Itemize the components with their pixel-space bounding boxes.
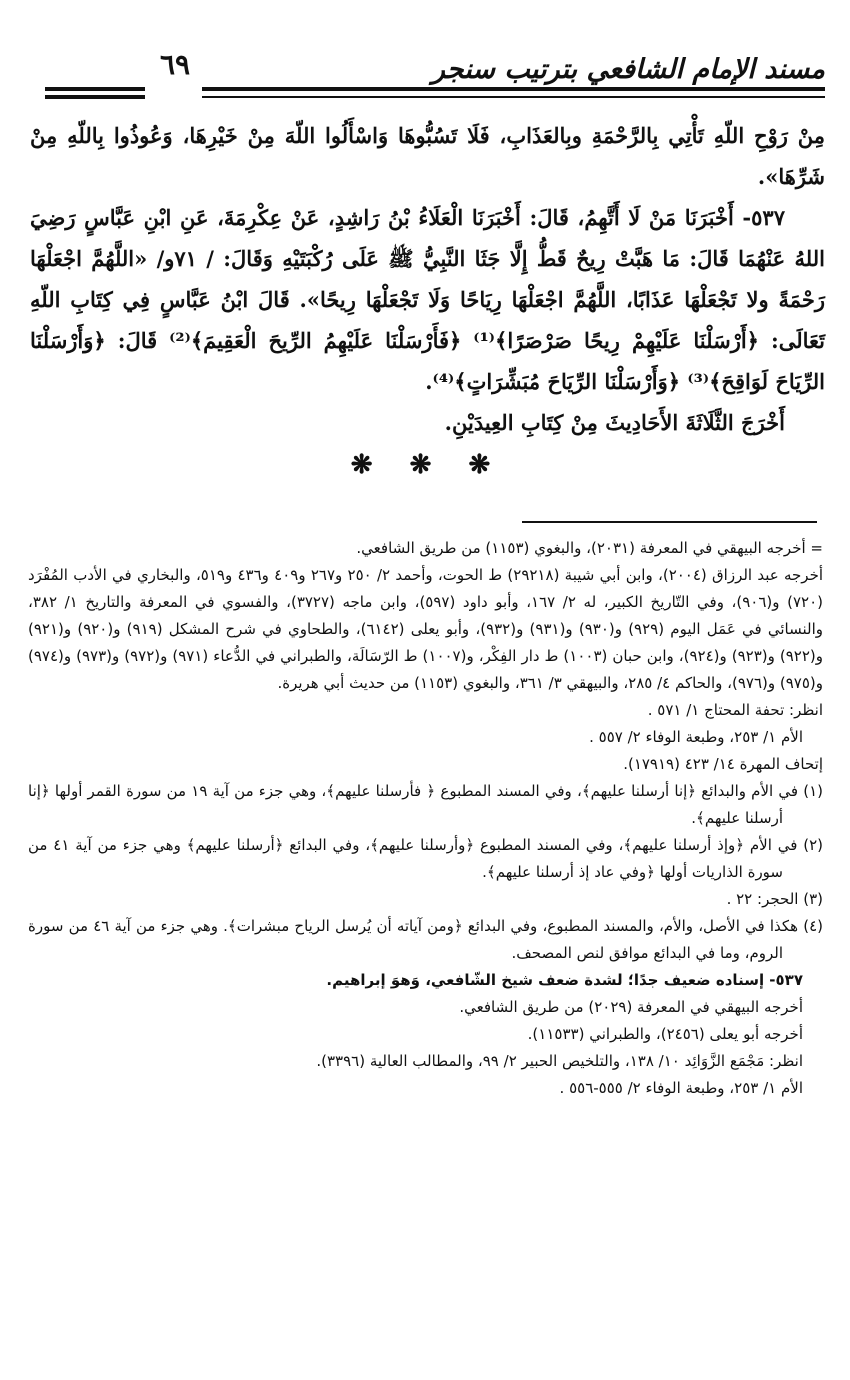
page-number: ٦٩ — [160, 48, 191, 81]
note-537-abu-yala: أخرجه أبو يعلى (٢٤٥٦)، والطبراني (١١٥٣٣). — [527, 1025, 803, 1043]
section-divider-stars: ❋ ❋ ❋ — [350, 450, 505, 480]
note-continuation: = أخرجه البيهقي في المعرفة (٢٠٣١)، والبغوي (١١٥٣) من طريق الشافعي. — [356, 539, 823, 557]
note-537-bayhaqi: أخرجه البيهقي في المعرفة (٢٠٢٩) من طريق الشافعي. — [459, 998, 803, 1016]
header-rule-left-bottom — [45, 95, 145, 99]
note-takhrij: أخرجه عبد الرزاق (٢٠٠٤)، وابن أبي شيبة (٢٩٢١٨) ط الحوت، وأحمد ٢/ ٢٥٠ و٢٦٧ و٤٠٩ و٤٣٦ و٥١٩، والبخاري في الأدب المُفْرَد (٧٢٠) و(٩٠٦)، وفي التّاريخ الكبير، له ٢/ ١٦٧، وأبو داود (٥٩٧)، وابن ماجه (٣٧٢٧)، والفسوي في المعرفة والتاريخ ١/ ٣٨٢، والنسائي في عَمَل اليوم (٩٢٩) و(٩٣٠) و(٩٣١) و(٩٣٢)، وأبو يعلى (٦١٤٢)، والطحاوي في شرح المشكل (٩١٩) و(٩٢٠) و(٩٢١) و(٩٢٢) و(٩٢٣) و(٩٢٤)، وابن حبان (١٠٠٣) ط دار الفِكْر، و(١٠٠٧) ط الرّسَالَة، والطبراني في الدُّعاء (٩٧١) و(٩٧٢) و(٩٧٣) و(٩٧٤) و(٩٧٥) و(٩٧٦)، والحاكم ٤/ ٢٨٥، والبيهقي ٣/ ٣٦١، والبغوي (١١٥٣) من حديث أبي هريرة. — [28, 566, 824, 692]
header-rule-right-bottom — [202, 96, 825, 98]
main-text — [30, 115, 825, 486]
footnote-2: (٢) في الأم ﴿وإذ أرسلنا عليهم﴾، وفي المسند المطبوع ﴿وأرسلنا عليهم﴾، وفي البدائع ﴿أرسلنا عليهم﴾ وهي جزء من آية ٤١ من سورة الذاريات أولها ﴿وفي عاد إذ أرسلنا عليهم﴾. — [28, 836, 823, 881]
note-537-refs: انظر: مَجْمَع الزَّوَائِد ١٠/ ١٣٨، والتلخيص الحبير ٢/ ٩٩، والمطالب العالية (٣٣٩٦). — [316, 1052, 803, 1070]
running-title: مسند الإمام الشافعي بترتيب سنجر — [431, 54, 825, 85]
chapter-closing-note: أَخْرَجَ الثَّلَاثَةَ الأَحَادِيثَ مِنْ كِتَابِ العِيدَيْنِ. — [444, 410, 785, 435]
hadith-537: ٥٣٧- أَخْبَرَنَا مَنْ لَا أَتَّهِمُ، قَالَ: أَخْبَرَنَا الْعَلَاءُ بْنُ رَاشِدٍ، عَنْ عِكْرِمَةَ، عَنِ ابْنِ عَبَّاسٍ رَضِيَ اللهُ عَنْهُمَا قَالَ: مَا هَبَّتْ رِيحٌ قَطُّ إِلَّا جَثَا النَّبِيُّ ﷺ عَلَى رُكْبَتَيْهِ وَقَالَ: / ٧١و/ «اللَّهُمَّ اجْعَلْهَا رَحْمَةً ولا تَجْعَلْهَا عَذَابًا، اللَّهُمَّ اجْعَلْهَا رِيَاحًا وَلَا تَجْعَلْهَا رِيحًا». قَالَ ابْنُ عَبَّاسٍ فِي كِتَابِ اللّهِ تَعَالَى: ﴿أَرْسَلْنَا عَلَيْهِمْ رِيحًا صَرْصَرًا﴾⁽¹⁾ ﴿فَأَرْسَلْنَا عَلَيْهِمُ الرِّيحَ الْعَقِيمَ﴾⁽²⁾ قَالَ: ﴿وَأَرْسَلْنَا الرِّيَاحَ لَوَاقِحَ﴾⁽³⁾ ﴿وَأَرْسَلْنَا الرِّيَاحَ مُبَشِّرَاتٍ﴾⁽⁴⁾. — [30, 205, 826, 394]
note-umm: الأم ١/ ٢٥٣، وطبعة الوفاء ٢/ ٥٥٧ . — [589, 728, 803, 746]
footnote-separator — [522, 521, 817, 523]
hadith-continuation: مِنْ رَوْحِ اللّهِ تَأْتِي بِالرَّحْمَةِ وبِالعَذَابِ، فَلَا تَسُبُّوهَا وَاسْأَلُوا اللّهَ مِنْ خَيْرِهَا، وَعُوذُوا بِاللّهِ مِنْ شَرِّهَا». — [30, 123, 825, 189]
footnote-3: (٣) الحجر: ٢٢ . — [726, 890, 823, 908]
footnote-4: (٤) هكذا في الأصل، والأم، والمسند المطبوع، وفي البدائع ﴿ومن آياته أن يُرسل الرياح مبشرات﴾. وهي جزء من آية ٤٦ من سورة الروم، وما في البدائع موافق لنص المصحف. — [28, 917, 823, 962]
note-ithaf: إتحاف المهرة ١٤/ ٤٢٣ (١٧٩١٩). — [623, 755, 823, 773]
footnote-1: (١) في الأم والبدائع ﴿إنا أرسلنا عليهم﴾، وفي المسند المطبوع ﴿ فأرسلنا عليهم﴾، وهي جزء من آية ١٩ من سورة القمر أولها ﴿إنا أرسلنا عليهم﴾. — [28, 782, 824, 827]
page-header — [30, 50, 825, 110]
note-537-umm: الأم ١/ ٢٥٣، وطبعة الوفاء ٢/ ٥٥٥-٥٥٦ . — [559, 1079, 803, 1097]
header-rule-left-top — [45, 87, 145, 91]
header-rule-right-top — [202, 87, 825, 91]
footnotes — [28, 535, 823, 1102]
note-tuhfa: انظر: تحفة المحتاج ١/ ٥٧١ . — [647, 701, 823, 719]
note-537-heading: ٥٣٧- إسناده ضعيف جدًا؛ لشدة ضعف شيخ الشّافعي، وَهوَ إبراهيم. — [326, 971, 803, 989]
